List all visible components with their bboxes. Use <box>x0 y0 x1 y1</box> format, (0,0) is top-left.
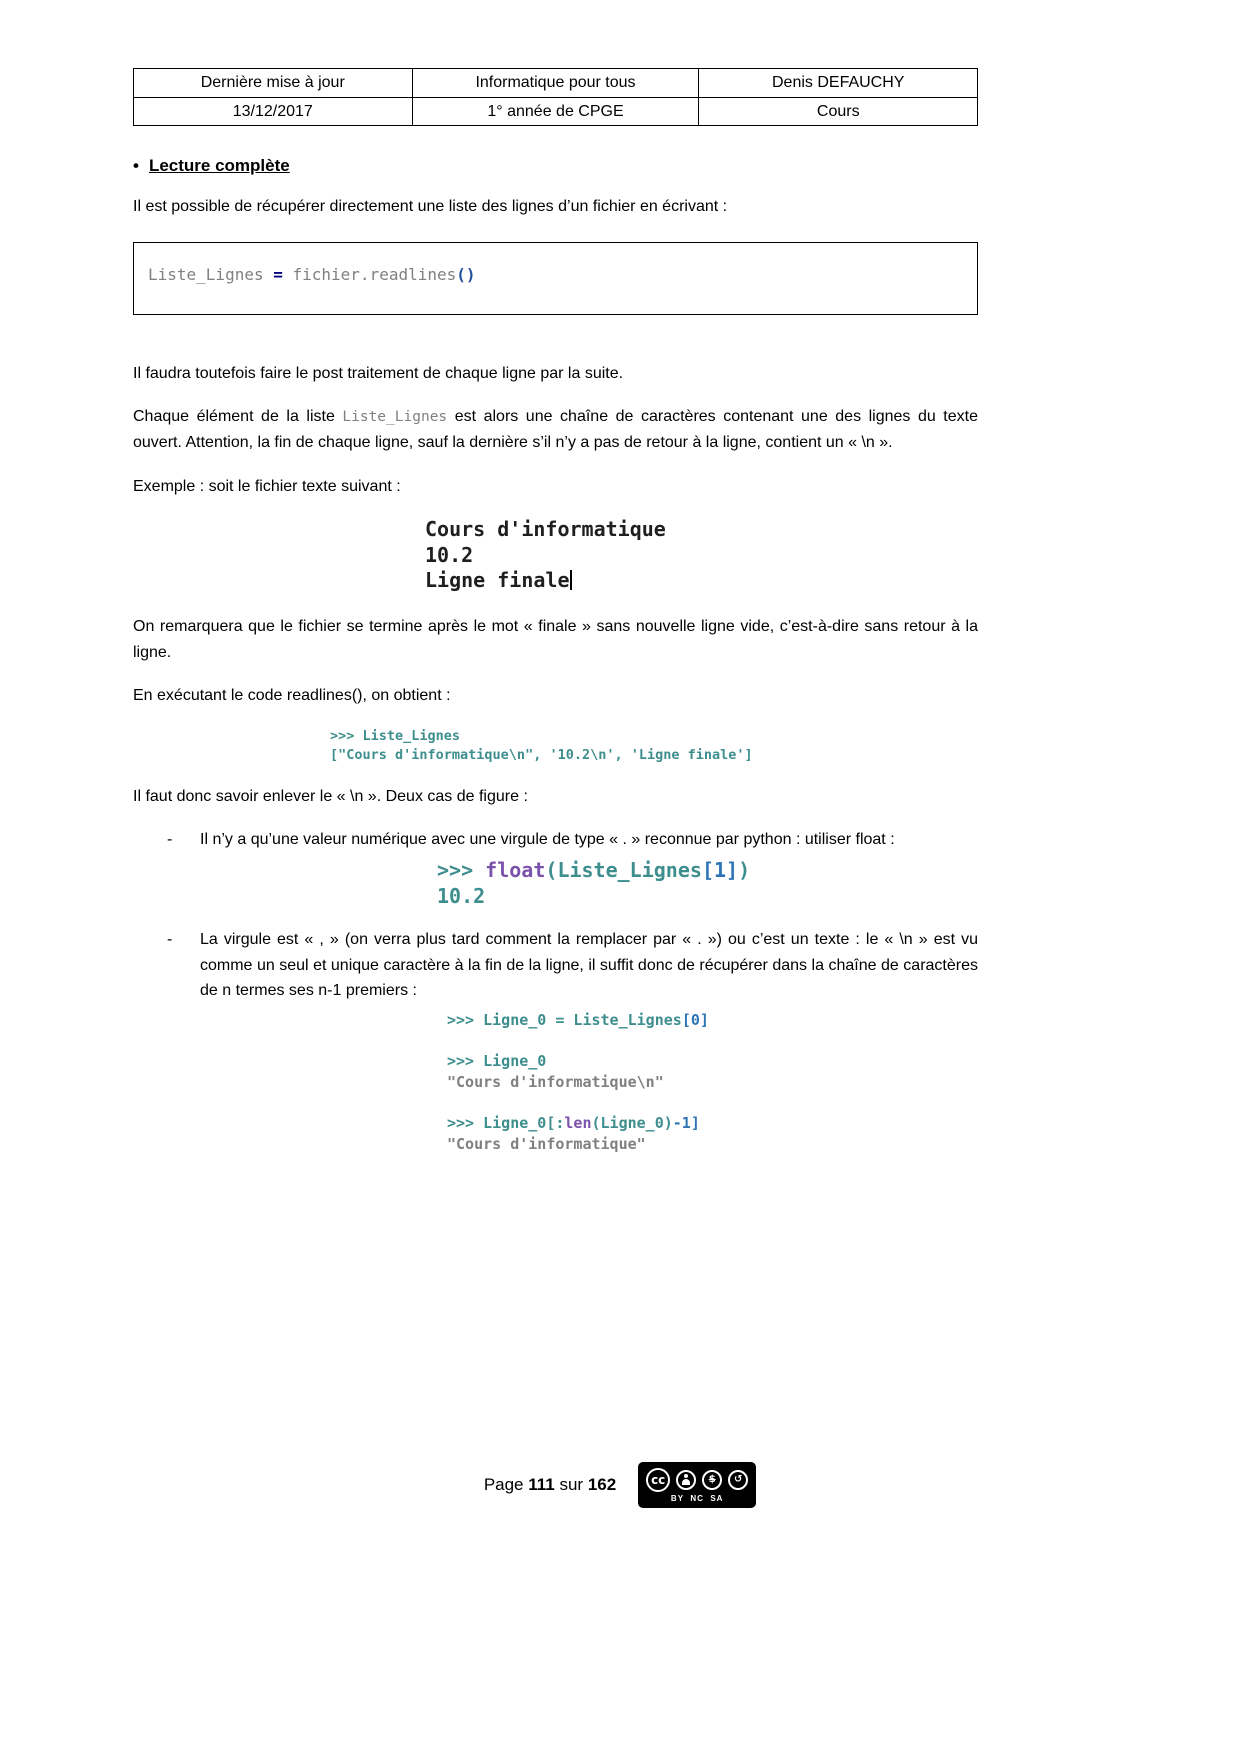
float-index: [1] <box>701 858 739 883</box>
header-cell-author: Denis DEFAUCHY <box>699 69 978 98</box>
header-cell-date: 13/12/2017 <box>134 97 413 126</box>
cc-logo-icon: cc <box>646 1468 670 1492</box>
paragraph-posttraitement: Il faudra toutefois faire le post traitement de chaque ligne par la suite. <box>133 364 624 382</box>
file-line-1: Cours d'informatique <box>425 517 666 542</box>
paragraph-exemple: Exemple : soit le fichier texte suivant : <box>133 477 401 495</box>
list-item-float <box>133 827 978 853</box>
paragraph-execution: En exécutant le code readlines(), on obtient : <box>133 687 451 705</box>
dash-marker: - <box>167 831 173 849</box>
list-item-float-text: Il n’y a qu’une valeur numérique avec une virgule de type « . » reconnue par python : utiliser float : <box>200 831 895 849</box>
console-float-screenshot <box>437 857 978 909</box>
ligne0-slice-arg: (Ligne_0) <box>591 1113 673 1132</box>
code-token-call: fichier.readlines <box>292 264 457 284</box>
file-content-screenshot <box>425 517 978 594</box>
float-close-paren: ) <box>738 858 751 883</box>
page-content <box>133 68 978 1155</box>
header-cell-updated-label: Dernière mise à jour <box>134 69 413 98</box>
cc-icons-row <box>646 1468 748 1492</box>
sur-label: sur <box>554 1475 588 1494</box>
page-number: 111 <box>528 1475 555 1494</box>
ligne0-assign-index: [0] <box>681 1010 709 1029</box>
code-box-readlines <box>133 242 978 315</box>
page-total: 162 <box>587 1475 617 1494</box>
code-token-parens: () <box>456 264 476 284</box>
console-result-line: ["Cours d'informatique\n", '10.2\n', 'Ligne finale'] <box>330 747 753 764</box>
console-readlines-screenshot <box>330 727 978 766</box>
cc-sa-icon: ↺ <box>728 1470 748 1490</box>
console-ligne0-slice <box>447 1113 978 1155</box>
cc-nc-icon <box>702 1470 722 1490</box>
float-prompt: >>> <box>437 858 486 883</box>
float-arg: Liste_Lignes <box>557 858 702 883</box>
paragraph-deux-cas: Il faut donc savoir enlever le « \n ». Deux cas de figure : <box>133 787 528 805</box>
console-ligne0-assign <box>447 1010 978 1031</box>
console-prompt-line: >>> Liste_Lignes <box>330 727 461 744</box>
float-result: 10.2 <box>437 884 486 909</box>
inline-code-liste-lignes: Liste_Lignes <box>342 409 448 426</box>
section-title: Lecture complète <box>148 156 290 176</box>
page-counter <box>484 1475 616 1495</box>
ligne0-print-result: "Cours d'informatique\n" <box>447 1072 664 1091</box>
paragraph-intro: Il est possible de récupérer directement une liste des lignes d’un fichier en écrivant : <box>133 198 728 216</box>
bullet-marker: • <box>133 156 139 176</box>
page-footer <box>0 1462 1240 1508</box>
file-line-2: 10.2 <box>425 542 474 567</box>
header-cell-grade: 1° année de CPGE <box>412 97 699 126</box>
code-token-assign: = <box>273 264 293 284</box>
code-token-variable: Liste_Lignes <box>148 264 274 284</box>
paragraph-liste-lignes <box>133 404 978 455</box>
list-item-virgule-text: La virgule est « , » (on verra plus tard comment la remplacer par « . ») ou c’est un texte : le « \n » est vu comme un seul et unique caractère à la fin de la ligne, il suffit donc de récupérer dans la chaîne de caractères de n termes ses n-1 premiers : <box>200 931 978 1000</box>
header-row-1 <box>134 69 978 98</box>
section-heading <box>133 156 978 176</box>
text-cursor <box>570 570 572 590</box>
ligne0-slice-minus1: -1] <box>672 1113 700 1132</box>
page-label: Page <box>483 1475 529 1494</box>
float-open-paren: ( <box>545 858 558 883</box>
cc-by-person-icon <box>676 1470 696 1490</box>
paragraph-liste-lignes-after: est alors une chaîne de caractères contenant une des lignes du texte ouvert. Attention, la fin de chaque ligne, sauf la dernière s’il n’y a pas de retour à la ligne, contient un « \n ». <box>133 408 978 451</box>
creative-commons-badge <box>638 1462 756 1508</box>
ligne0-assign-code: >>> Ligne_0 = Liste_Lignes <box>447 1010 682 1029</box>
header-table <box>133 68 978 126</box>
header-cell-course-title: Informatique pour tous <box>412 69 699 98</box>
header-cell-doc-type: Cours <box>699 97 978 126</box>
float-builtin: float <box>485 858 546 883</box>
ligne0-slice-len: len <box>564 1113 592 1132</box>
dash-marker-2: - <box>167 931 173 949</box>
ligne0-slice-result: "Cours d'informatique" <box>447 1134 646 1153</box>
ligne0-print-prompt: >>> Ligne_0 <box>447 1051 547 1070</box>
console-ligne0-print <box>447 1051 978 1093</box>
person-icon <box>681 1474 691 1485</box>
cc-labels: BY NC SA <box>670 1493 724 1503</box>
ligne0-slice-start: >>> Ligne_0[: <box>447 1113 565 1132</box>
header-row-2 <box>134 97 978 126</box>
paragraph-liste-lignes-before: Chaque élément de la liste <box>133 408 343 426</box>
dollar-strike-icon: $ <box>708 1473 716 1485</box>
list-item-virgule <box>133 927 978 1004</box>
file-line-3: Ligne finale <box>425 568 570 593</box>
paragraph-remarque: On remarquera que le fichier se termine après le mot « finale » sans nouvelle ligne vide, c’est-à-dire sans retour à la ligne. <box>133 617 978 661</box>
